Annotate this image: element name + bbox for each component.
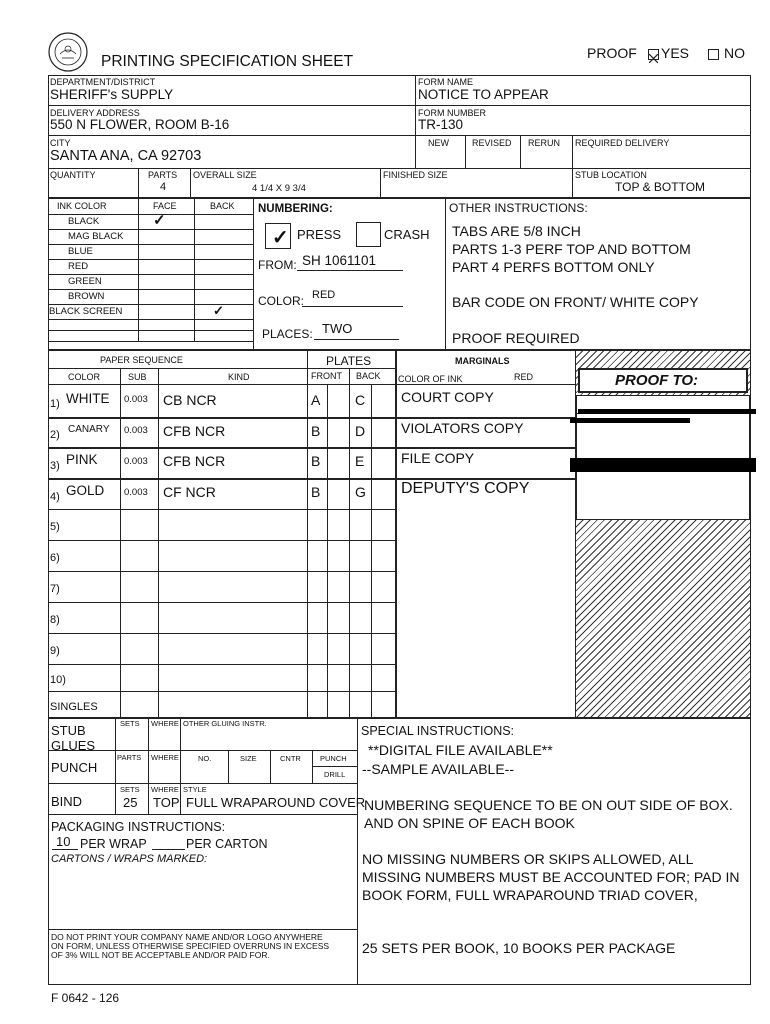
ink-color-label: BROWN [68, 291, 105, 302]
redaction-bar [570, 418, 690, 423]
ink-color-label: BLACK SCREEN [49, 306, 123, 317]
places-value: TWO [322, 321, 353, 336]
paper-sub-header: SUB [128, 372, 147, 382]
punch-cntr-header: CNTR [280, 754, 301, 763]
plate-front: B [311, 453, 321, 470]
parts-label: PARTS [148, 170, 178, 180]
county-seal [48, 32, 88, 72]
paper-sub: 0.003 [124, 486, 148, 498]
row-number: 1) [50, 398, 60, 411]
city-label: CITY [50, 138, 71, 148]
plate-back: G [355, 484, 366, 501]
finished-size-label: FINISHED SIZE [383, 170, 448, 180]
plate-front: B [311, 422, 321, 439]
paper-kind: CFB NCR [163, 422, 226, 439]
marginal-text: VIOLATORS COPY [401, 419, 524, 436]
plates-header: PLATES [326, 354, 372, 368]
page-title: PRINTING SPECIFICATION SHEET [101, 53, 354, 70]
quantity-label: QUANTITY [50, 170, 96, 180]
proof-yes-checkbox[interactable] [648, 49, 659, 60]
punch-parts-header: PARTS [117, 753, 142, 762]
plate-back: E [355, 453, 365, 470]
per-carton-label: PER CARTON [186, 837, 268, 851]
plates-front-header: FRONT [311, 371, 342, 381]
row-number: 6) [50, 551, 60, 564]
color-of-ink-value: RED [514, 372, 534, 382]
paper-sub: 0.003 [124, 425, 148, 437]
ink-back-header: BACK [210, 201, 235, 211]
ink-row-divider [48, 259, 253, 260]
bind-where-value: TOP [153, 795, 180, 810]
stub-location-value: TOP & BOTTOM [615, 180, 706, 194]
glue-where-header: WHERE [151, 719, 179, 728]
x-mark-icon [649, 54, 658, 63]
proof-label: PROOF [587, 45, 637, 61]
special-instructions-label: SPECIAL INSTRUCTIONS: [361, 724, 515, 738]
paper-row-divider [48, 540, 395, 541]
redaction-bar [570, 458, 756, 472]
paper-row-divider [48, 509, 395, 510]
paper-color-header: COLOR [68, 372, 101, 382]
other-instruction-line: PARTS 1-3 PERF TOP AND BOTTOM [452, 241, 691, 257]
proof-to-label: PROOF TO: [615, 372, 699, 389]
paper-color: PINK [66, 452, 98, 468]
paper-kind: CFB NCR [163, 453, 226, 470]
other-instructions-label: OTHER INSTRUCTIONS: [449, 201, 588, 215]
row-number: 7) [50, 582, 60, 595]
redaction-bar [578, 409, 756, 414]
paper-row-divider [48, 571, 395, 572]
bind-where-header: WHERE [151, 785, 179, 794]
marginal-text: COURT COPY [401, 388, 494, 405]
marginal-text: FILE COPY [401, 450, 475, 467]
department-label: DEPARTMENT/DISTRICT [50, 77, 156, 87]
delivery-address-label: DELIVERY ADDRESS [50, 108, 140, 118]
paper-row-divider [48, 691, 395, 692]
rerun-label: RERUN [528, 138, 561, 148]
color-value: RED [312, 289, 336, 301]
other-instruction-line: TABS ARE 5/8 INCH [452, 223, 581, 239]
paper-color: WHITE [66, 390, 110, 406]
row-number: 5) [50, 520, 60, 533]
proof-no-checkbox[interactable] [708, 49, 719, 60]
punch-where-header: WHERE [151, 753, 179, 762]
paper-row-divider [48, 633, 395, 634]
form-number-label: FORM NUMBER [418, 108, 486, 118]
ink-face-header: FACE [153, 201, 177, 211]
special-para-1: NUMBERING SEQUENCE TO BE ON OUT SIDE OF BOX. AND ON SPINE OF EACH BOOK [364, 797, 733, 831]
ink-color-label: GREEN [68, 276, 102, 287]
row-number: 9) [50, 644, 60, 657]
ink-row-divider [48, 330, 253, 331]
paper-color: CANARY [68, 424, 110, 435]
ink-color-header: INK COLOR [57, 201, 107, 211]
bind-style-value: FULL WRAPAROUND COVER [186, 795, 366, 810]
special-line-1: **DIGITAL FILE AVAILABLE** [368, 742, 553, 758]
paper-kind-header: KIND [228, 372, 250, 382]
footer-code: F 0642 - 126 [51, 991, 120, 1005]
paper-kind: CF NCR [163, 484, 216, 501]
ink-color-label: MAG BLACK [68, 231, 124, 242]
department-value: SHERIFF's SUPPLY [50, 87, 174, 102]
new-label: NEW [428, 138, 449, 148]
crash-label: CRASH [384, 227, 430, 242]
other-gluing-header: OTHER GLUING INSTR. [183, 719, 267, 728]
per-wrap-label: PER WRAP [80, 837, 147, 851]
required-delivery-label: REQUIRED DELIVERY [575, 138, 670, 148]
from-value: SH 1061101 [302, 253, 377, 268]
crash-checkbox[interactable] [356, 222, 381, 247]
press-checkbox[interactable] [265, 223, 291, 249]
paper-row-divider [48, 602, 395, 603]
paper-kind: CB NCR [163, 391, 217, 408]
plates-back-header: BACK [356, 371, 381, 381]
per-wrap-value: 10 [56, 834, 71, 849]
overall-size-value: 4 1/4 X 9 3/4 [252, 183, 306, 194]
special-para-2: NO MISSING NUMBERS OR SKIPS ALLOWED, ALL MISSING NUMBERS MUST BE ACCOUNTED FOR; PAD IN BOOK FORM, FULL WRAPAROUND TRIAD COVER, [362, 851, 740, 903]
other-instruction-line: PROOF REQUIRED [452, 330, 580, 346]
press-label: PRESS [297, 227, 342, 242]
color-label: COLOR: [258, 294, 305, 308]
row-number: SINGLES [50, 700, 98, 713]
marginals-header: MARGINALS [455, 356, 510, 366]
ink-row-divider [48, 319, 253, 320]
proof-yes-label: YES [661, 45, 690, 61]
punch-size-header: SIZE [240, 754, 257, 763]
bind-sets-value: 25 [123, 795, 138, 810]
places-label: PLACES: [262, 327, 313, 341]
city-value: SANTA ANA, CA 92703 [50, 148, 202, 164]
ink-row-divider [48, 274, 253, 275]
delivery-address-value: 550 N FLOWER, ROOM B-16 [50, 117, 230, 132]
bind-label: BIND [51, 794, 83, 809]
paper-row-divider [48, 664, 395, 665]
stub-glues-label: STUB GLUES [51, 723, 96, 753]
plate-front: B [311, 484, 321, 501]
numbering-label: NUMBERING: [258, 203, 333, 215]
paper-color: GOLD [66, 483, 105, 499]
paper-row-divider [48, 447, 575, 449]
punch-punch-header: PUNCH [320, 754, 347, 763]
ink-row-divider [48, 229, 253, 230]
row-number: 8) [50, 613, 60, 626]
special-line-2: --SAMPLE AVAILABLE-- [362, 761, 514, 777]
ink-color-label: RED [68, 261, 89, 272]
ink-color-label: BLACK [68, 216, 100, 227]
black-screen-back-check: ✓ [213, 303, 224, 318]
special-para-3: 25 SETS PER BOOK, 10 BOOKS PER PACKAGE [362, 940, 676, 956]
plate-front: A [311, 391, 321, 408]
paper-sub: 0.003 [124, 455, 148, 467]
plate-back: C [355, 391, 366, 408]
punch-drill-header: DRILL [324, 770, 346, 779]
form-name-label: FORM NAME [418, 77, 473, 87]
other-instruction-line: PART 4 PERFS BOTTOM ONLY [452, 259, 655, 275]
other-instruction-line: BAR CODE ON FRONT/ WHITE COPY [452, 294, 699, 310]
row-number: 10) [50, 673, 66, 686]
glue-sets-header: SETS [120, 719, 140, 728]
stub-location-label: STUB LOCATION [575, 170, 647, 180]
form-number-value: TR-130 [418, 117, 464, 132]
bind-style-header: STYLE [183, 785, 207, 794]
cartons-marked-label: CARTONS / WRAPS MARKED: [51, 853, 208, 865]
proof-no-label: NO [724, 45, 745, 61]
row-number: 2) [50, 429, 60, 442]
parts-value: 4 [160, 181, 167, 193]
paper-sequence-header: PAPER SEQUENCE [100, 355, 183, 365]
punch-no-header: NO. [198, 754, 212, 763]
from-label: FROM: [258, 258, 297, 272]
black-face-check: ✓ [153, 212, 166, 229]
bind-sets-header: SETS [120, 785, 140, 794]
plate-back: D [355, 422, 366, 439]
disclaimer: DO NOT PRINT YOUR COMPANY NAME AND/OR LOGO ANYWHERE ON FORM, UNLESS OTHERWISE SPECIFIED OVERRUNS IN EXCESS OF 3% WILL NOT BE ACCEPTABLE AND/OR PAID FOR. [51, 932, 330, 960]
overall-size-label: OVERALL SIZE [193, 170, 257, 180]
punch-label: PUNCH [51, 760, 98, 775]
paper-sub: 0.003 [124, 394, 148, 406]
revised-label: REVISED [472, 138, 512, 148]
ink-row-divider [48, 214, 253, 215]
row-number: 3) [50, 459, 60, 472]
ink-row-divider [48, 244, 253, 245]
marginal-text: DEPUTY'S COPY [401, 479, 530, 497]
ink-color-label: BLUE [68, 246, 93, 257]
row-number: 4) [50, 490, 60, 503]
packaging-label: PACKAGING INSTRUCTIONS: [51, 820, 226, 834]
form-name-value: NOTICE TO APPEAR [418, 87, 549, 102]
color-of-ink-label: COLOR OF INK [398, 374, 463, 384]
check-icon: ✓ [272, 227, 289, 249]
ink-row-divider [48, 289, 253, 290]
